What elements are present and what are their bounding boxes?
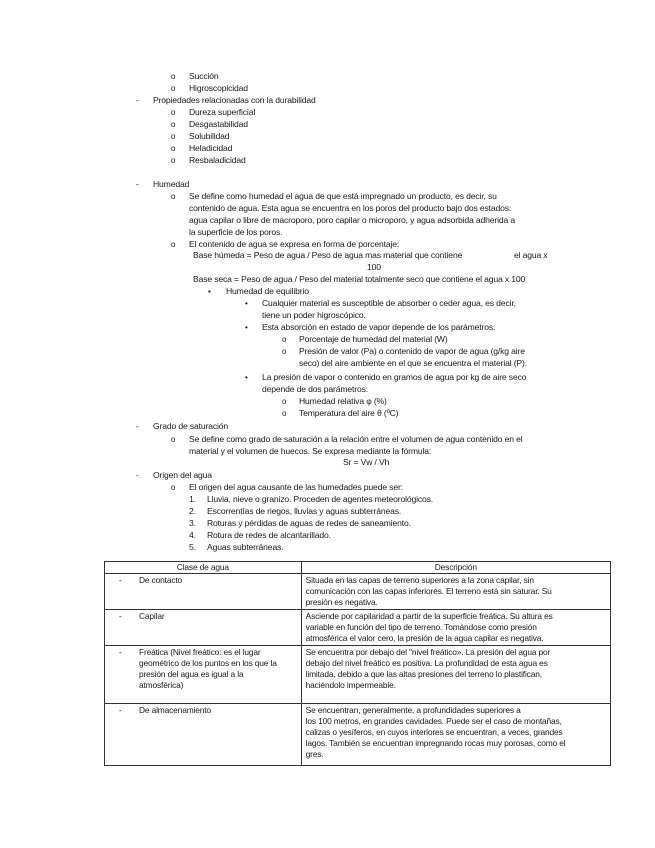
list-item: Roturas y pérdidas de aguas de redes de saneamiento.: [207, 518, 411, 528]
bullet-circle: o: [171, 144, 176, 153]
list-item: Propiedades relacionadas con la durabilidad: [153, 95, 316, 105]
column-header: Clase de agua: [105, 562, 302, 574]
paragraph-line: El origen del agua causante de las humedades puede ser:: [189, 482, 403, 492]
formula-line: el agua x: [514, 250, 548, 260]
list-item: Solubilidad: [189, 131, 230, 141]
formula-line: Sr = Vw / Vh: [343, 457, 390, 467]
list-item: Humedad relativa φ (%): [299, 396, 387, 406]
bullet-circle: o: [171, 435, 176, 444]
paragraph-line: La presión de vapor o contenido en gramos de agua por kg de aire seco: [262, 372, 527, 382]
table-cell: - De almacenamiento: [105, 704, 302, 766]
bullet-dash: -: [136, 180, 139, 189]
list-item: Resbaladicidad: [189, 155, 246, 165]
formula-line: Base húmeda = Peso de agua / Peso de agua mas material que contiene: [193, 250, 463, 260]
list-number: 2.: [189, 506, 196, 516]
bullet-circle: o: [171, 72, 176, 81]
list-item: Lluvia, nieve o granizo. Proceden de agentes meteorológicos.: [207, 494, 434, 504]
table-cell: Asciende por capilaridad a partir de la superficie freática. Su altura es variable en función del tipo de terreno. Tomándose como presión atmosférica el valor cero, la presión de la agua capilar es negativa.: [301, 610, 610, 646]
list-item: Rotura de redes de alcantarillado.: [207, 530, 331, 540]
section-heading: Grado de saturación: [153, 421, 229, 431]
list-number: 5.: [189, 542, 196, 552]
list-item: Temperatura del aire θ (ºC): [299, 408, 399, 418]
bullet-dot: •: [245, 373, 248, 382]
subheading: Humedad de equilibrio: [226, 286, 309, 296]
paragraph-line: Se define como grado de saturación a la relación entre el volumen de agua contenido en el: [189, 434, 523, 444]
list-item: Aguas subterráneas.: [207, 542, 284, 552]
bullet-circle: o: [171, 240, 176, 249]
list-item: Escorrentías de riegos, lluvias y aguas subterráneas.: [207, 506, 402, 516]
bullet-dot: •: [245, 323, 248, 332]
formula-line: Base seca = Peso de agua / Peso del material totalmente seco que contiene el agua x 100: [193, 274, 526, 284]
paragraph-line: Cualquier material es susceptible de absorber o ceder agua, es decir,: [262, 298, 516, 308]
bullet-circle: o: [171, 120, 176, 129]
bullet-circle: o: [171, 192, 176, 201]
bullet-circle: o: [171, 156, 176, 165]
paragraph-line: El contenido de agua se expresa en forma de porcentaje:: [189, 239, 400, 249]
table-row: [105, 704, 611, 766]
bullet-circle: o: [282, 347, 287, 356]
bullet-circle: o: [171, 132, 176, 141]
bullet-dash: -: [136, 422, 139, 431]
list-item: Presión de valor (Pa) o contenido de vapor de agua (g/kg aire: [299, 346, 525, 356]
water-class-table: [104, 561, 611, 766]
list-item: Succión: [189, 71, 219, 81]
paragraph-line: Se define como humedad el agua de que está impregnado un producto, es decir, su: [189, 191, 497, 201]
list-item: Higroscopicidad: [189, 83, 248, 93]
list-number: 4.: [189, 530, 196, 540]
bullet-circle: o: [171, 84, 176, 93]
paragraph-line: tiene un poder higroscópico.: [262, 310, 366, 320]
paragraph-line: agua capilar o libre de macroporo, poro capilar o microporo, y agua adsorbida adherida a: [189, 215, 515, 225]
paragraph-line: la superficie de los poros.: [189, 227, 283, 237]
list-number: 1.: [189, 494, 196, 504]
list-item: Dureza superficial: [189, 107, 256, 117]
paragraph-line: Esta absorción en estado de vapor depende de los parámetros:: [262, 322, 496, 332]
bullet-dot: •: [245, 299, 248, 308]
paragraph-line: depende de dos parámetros:: [262, 384, 368, 394]
section-heading: Origen del agua: [153, 470, 212, 480]
bullet-circle: o: [171, 483, 176, 492]
column-header: Descripción: [301, 562, 610, 574]
bullet-dash: -: [136, 96, 139, 105]
section-heading: Humedad: [153, 179, 190, 189]
table-cell: Se encuentra por debajo del "nivel freático». La presión del agua por debajo del nivel freático es positiva. La profundidad de esta agua es limitada, debido a que las altas presiones del terreno lo plastifican, haciéndolo impermeable.: [301, 646, 610, 704]
bullet-circle: o: [171, 108, 176, 117]
list-item: Heladicidad: [189, 143, 233, 153]
table-row: [105, 610, 611, 646]
bullet-dash: -: [136, 471, 139, 480]
formula-line: 100: [367, 262, 381, 272]
table-cell: - Capilar: [105, 610, 302, 646]
list-number: 3.: [189, 518, 196, 528]
bullet-circle: o: [282, 335, 287, 344]
bullet-square: ▪: [208, 287, 211, 296]
table-row: [105, 646, 611, 704]
bullet-circle: o: [282, 397, 287, 406]
list-item: seco) del aire ambiente en el que se encuentra el material (P).: [299, 358, 527, 368]
table-cell: Se encuentran, generalmente, a profundidades superiores a los 100 metros, en grandes cavidades. Puede ser el caso de montañas, calizas o yesíferos, en cuyos interiores se encuentran, a veces, grandes lagos. También se encuentran impregnando rocas muy porosas, como el gres.: [301, 704, 610, 766]
table-header-row: [105, 562, 611, 574]
table-cell: - De contacto: [105, 574, 302, 610]
paragraph-line: contenido de agua. Esta agua se encuentra en los poros del producto bajo dos estados:: [189, 203, 512, 213]
list-item: Desgastabilidad: [189, 119, 248, 129]
paragraph-line: material y el volumen de huecos. Se expresa mediante la fórmula:: [189, 446, 432, 456]
table-cell: Situada en las capas de terreno superiores a la zona capilar, sin comunicación con las capas inferiores. El terreno está sin saturar. Su presión es negativa.: [301, 574, 610, 610]
table-row: [105, 574, 611, 610]
list-item: Porcentaje de humedad del material (W): [299, 334, 448, 344]
table-cell: - Freática (Nivel freático: es el lugar geométrico de los puntos en los que la presión del agua es igual a la atmosférica): [105, 646, 302, 704]
bullet-circle: o: [282, 409, 287, 418]
